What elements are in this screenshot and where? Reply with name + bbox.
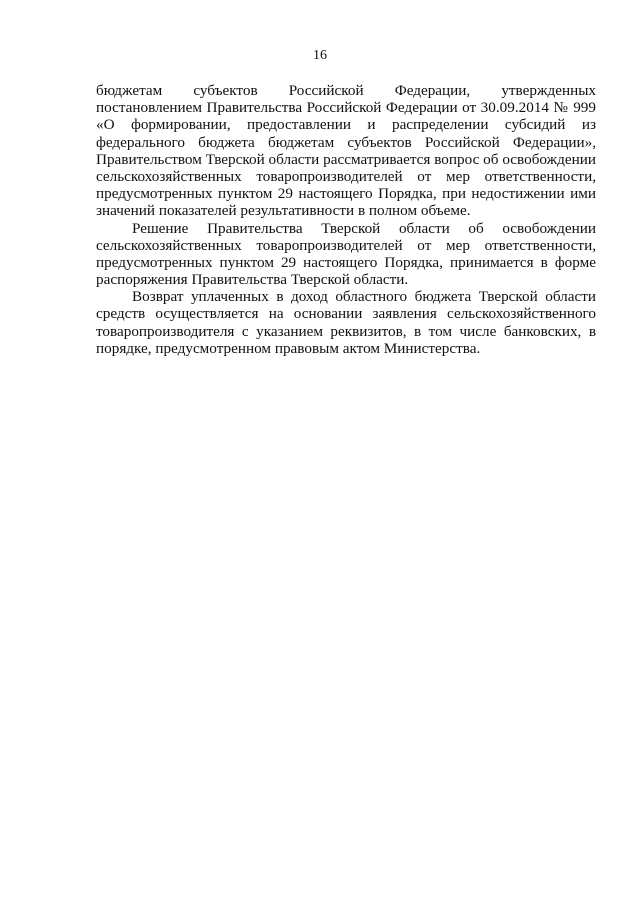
paragraph-1 <box>96 82 596 220</box>
text-line: значений показателей результативности в полном объеме. <box>96 202 471 220</box>
text-line: Решение Правительства Тверской области об освобождении <box>132 219 596 237</box>
text-line: товаропроизводителя с указанием реквизитов, в том числе банковских, в <box>96 322 596 340</box>
text-line: Правительством Тверской области рассматривается вопрос об освобождении <box>96 150 596 168</box>
text-line: предусмотренных пунктом 29 настоящего Порядка, принимается в форме <box>96 253 596 271</box>
text-line: предусмотренных пунктом 29 настоящего Порядка, при недостижении ими <box>96 185 596 203</box>
text-line: «О формировании, предоставлении и распределении субсидий из <box>96 116 596 134</box>
page-number: 16 <box>313 48 327 63</box>
text-line: средств осуществляется на основании заявления сельскохозяйственного <box>96 305 596 323</box>
text-line: сельскохозяйственных товаропроизводителей от мер ответственности, <box>96 167 596 185</box>
text-line: порядке, предусмотренном правовым актом Министерства. <box>96 339 481 357</box>
paragraph-2 <box>96 220 596 289</box>
text-line: постановлением Правительства Российской Федерации от 30.09.2014 № 999 <box>96 99 596 117</box>
text-line: сельскохозяйственных товаропроизводителей от мер ответственности, <box>96 236 596 254</box>
text-line: бюджетам субъектов Российской Федерации, утвержденных <box>96 82 596 99</box>
text-line: федерального бюджета бюджетам субъектов Российской Федерации», <box>96 133 596 151</box>
document-body <box>96 82 596 357</box>
paragraph-3 <box>96 288 596 357</box>
text-line: распоряжения Правительства Тверской области. <box>96 271 409 289</box>
text-line: Возврат уплаченных в доход областного бюджета Тверской области <box>132 288 596 306</box>
